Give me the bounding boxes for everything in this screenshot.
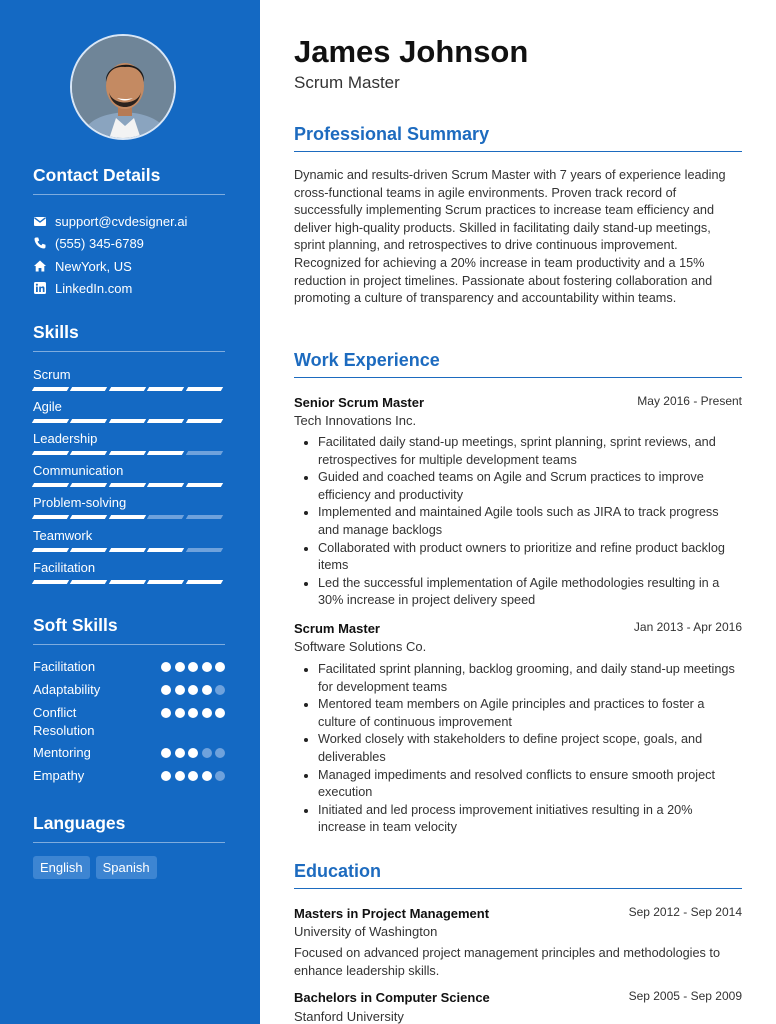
soft-skill-name: Empathy — [33, 768, 85, 783]
skill-level-segment — [185, 451, 223, 455]
soft-skill-name: Mentoring — [33, 745, 91, 760]
summary-text: Dynamic and results-driven Scrum Master with 7 years of experience leading cross-functional teams in agile environments. Proven track record of successfully implementing Scrum practices to increase team efficiency and deliver high-quality products. Skilled in facilitating daily stand-up meetings, sprint planning, and retrospectives to drive continuous improvement. Recognized for achieving a 20% increase in team productivity and a 15% reduction in project timelines. Passionate about fostering collaboration and promoting a culture of transparency and accountability within teams. — [294, 168, 726, 306]
skill-level-segment — [147, 580, 185, 584]
job-dates: Jan 2013 - Apr 2016 — [633, 620, 742, 634]
rating-dot — [161, 748, 171, 758]
skill-level-segment — [70, 483, 108, 487]
skill-level-segment — [147, 419, 185, 423]
skill-item — [33, 366, 225, 391]
profile-photo — [72, 36, 176, 140]
rating-dot — [188, 708, 198, 718]
soft-skill-name: Facilitation — [33, 659, 96, 674]
skill-level-segment — [147, 515, 185, 519]
education-description: Focused on advanced project management principles and methodologies to enhance leadership skills. — [294, 946, 721, 978]
skill-level-segment — [32, 515, 70, 519]
job-bullet: Mentored team members on Agile principles and practices to foster a culture of continuous improvement — [294, 696, 742, 731]
skill-level-bar — [33, 387, 225, 391]
skill-level-segment — [109, 548, 147, 552]
skill-item — [33, 430, 225, 455]
skill-level-segment — [185, 387, 223, 391]
avatar — [70, 34, 176, 140]
rating-dot — [202, 748, 212, 758]
skill-level-segment — [32, 483, 70, 487]
rating-dot — [188, 748, 198, 758]
skill-level-segment — [32, 548, 70, 552]
skill-level-segment — [185, 483, 223, 487]
contact-email-text: support@cvdesigner.ai — [55, 213, 188, 229]
phone-icon — [33, 236, 47, 250]
rating-dot — [175, 685, 185, 695]
job-bullet: Facilitated sprint planning, backlog grooming, and daily stand-up meetings for development teams — [294, 661, 742, 696]
rating-dot — [202, 685, 212, 695]
skill-level-segment — [70, 580, 108, 584]
job-title: Scrum Master — [294, 621, 380, 636]
skill-level-segment — [32, 387, 70, 391]
skill-level-segment — [185, 515, 223, 519]
skill-item — [33, 398, 225, 423]
soft-skill-item — [33, 704, 225, 740]
job-bullet: Implemented and maintained Agile tools such as JIRA to track progress and manage backlogs — [294, 504, 742, 539]
languages-heading: Languages — [33, 813, 225, 843]
soft-skill-item — [33, 767, 225, 785]
contact-heading: Contact Details — [33, 165, 225, 195]
job-bullets — [294, 434, 742, 610]
linkedin-icon — [33, 281, 47, 295]
sidebar — [0, 0, 260, 1024]
degree-dates: Sep 2012 - Sep 2014 — [628, 905, 742, 919]
school-name: University of Washington — [294, 924, 438, 939]
skill-level-segment — [70, 419, 108, 423]
rating-dot — [161, 662, 171, 672]
skill-level-segment — [147, 387, 185, 391]
language-tag: Spanish — [96, 856, 157, 879]
person-title: Scrum Master — [294, 73, 400, 92]
job-bullet: Collaborated with product owners to prioritize and refine product backlog items — [294, 540, 742, 575]
skill-item — [33, 494, 225, 519]
rating-dot — [215, 771, 225, 781]
job-company: Tech Innovations Inc. — [294, 413, 417, 428]
home-icon — [33, 259, 47, 273]
skill-level-bar — [33, 515, 225, 519]
skill-name: Facilitation — [33, 560, 96, 575]
skill-level-segment — [70, 387, 108, 391]
degree-title: Masters in Project Management — [294, 906, 490, 921]
job-bullet: Worked closely with stakeholders to define project scope, goals, and deliverables — [294, 731, 742, 766]
person-name: James Johnson — [294, 34, 529, 69]
skill-item — [33, 559, 225, 584]
skill-name: Problem-solving — [33, 495, 127, 510]
rating-dot — [161, 771, 171, 781]
rating-dot — [175, 748, 185, 758]
rating-dot — [202, 662, 212, 672]
degree-dates: Sep 2005 - Sep 2009 — [628, 989, 742, 1003]
job-dates: May 2016 - Present — [637, 394, 742, 408]
skill-level-segment — [32, 451, 70, 455]
skill-level-bar — [33, 451, 225, 455]
rating-dot — [175, 708, 185, 718]
skill-level-segment — [185, 580, 223, 584]
skill-level-segment — [185, 419, 223, 423]
summary-heading: Professional Summary — [294, 124, 742, 152]
job-bullet: Guided and coached teams on Agile and Scrum practices to improve efficiency and productivity — [294, 469, 742, 504]
skill-level-segment — [109, 387, 147, 391]
skill-level-segment — [147, 483, 185, 487]
soft-skills-heading: Soft Skills — [33, 615, 225, 645]
rating-dot — [215, 708, 225, 718]
skill-item — [33, 462, 225, 487]
soft-skill-rating — [158, 767, 226, 781]
job-company: Software Solutions Co. — [294, 639, 427, 654]
contact-location — [33, 256, 132, 276]
skills-heading: Skills — [33, 322, 225, 352]
experience-heading: Work Experience — [294, 350, 742, 378]
soft-skill-rating — [158, 744, 226, 758]
job-bullets — [294, 661, 742, 837]
skill-name: Agile — [33, 399, 62, 414]
skill-level-segment — [109, 451, 147, 455]
skill-item — [33, 527, 225, 552]
skill-level-segment — [32, 419, 70, 423]
skill-level-bar — [33, 483, 225, 487]
contact-phone[interactable] — [33, 233, 144, 253]
skill-name: Scrum — [33, 367, 71, 382]
soft-skill-rating — [158, 658, 226, 672]
skill-level-segment — [70, 548, 108, 552]
job-bullet: Managed impediments and resolved conflicts to ensure smooth project execution — [294, 767, 742, 802]
rating-dot — [188, 662, 198, 672]
rating-dot — [188, 685, 198, 695]
rating-dot — [175, 662, 185, 672]
job-bullet: Led the successful implementation of Agile methodologies resulting in a 30% increase in project delivery speed — [294, 575, 742, 610]
degree-title: Bachelors in Computer Science — [294, 990, 490, 1005]
rating-dot — [215, 748, 225, 758]
contact-linkedin-text: LinkedIn.com — [55, 280, 133, 296]
skill-level-segment — [147, 548, 185, 552]
skill-name: Leadership — [33, 431, 98, 446]
contact-email[interactable] — [33, 211, 187, 231]
rating-dot — [215, 662, 225, 672]
skill-level-segment — [185, 548, 223, 552]
job-bullet: Facilitated daily stand-up meetings, sprint planning, sprint reviews, and retrospectives for multiple development teams — [294, 434, 742, 469]
contact-linkedin[interactable] — [33, 278, 132, 298]
skill-level-bar — [33, 580, 225, 584]
skill-level-segment — [70, 451, 108, 455]
skill-level-segment — [109, 580, 147, 584]
skill-level-segment — [109, 515, 147, 519]
skill-name: Communication — [33, 463, 124, 478]
soft-skill-rating — [158, 704, 226, 718]
skill-level-segment — [70, 515, 108, 519]
job-bullet: Initiated and led process improvement initiatives resulting in a 20% increase in team velocity — [294, 802, 742, 837]
skill-level-bar — [33, 548, 225, 552]
skill-level-segment — [32, 580, 70, 584]
contact-phone-text: (555) 345-6789 — [55, 235, 144, 251]
skill-level-segment — [147, 451, 185, 455]
rating-dot — [161, 708, 171, 718]
soft-skill-item — [33, 744, 225, 762]
envelope-icon — [33, 214, 47, 228]
rating-dot — [202, 708, 212, 718]
soft-skill-name: Conflict Resolution — [33, 705, 95, 738]
soft-skill-name: Adaptability — [33, 682, 101, 697]
skill-level-bar — [33, 419, 225, 423]
school-name: Stanford University — [294, 1009, 404, 1024]
language-tag: English — [33, 856, 90, 879]
skill-name: Teamwork — [33, 528, 93, 543]
contact-location-text: NewYork, US — [55, 258, 132, 274]
soft-skill-item — [33, 658, 225, 676]
rating-dot — [202, 771, 212, 781]
education-heading: Education — [294, 861, 742, 889]
skill-level-segment — [109, 483, 147, 487]
rating-dot — [175, 771, 185, 781]
rating-dot — [188, 771, 198, 781]
languages-list — [33, 856, 163, 879]
rating-dot — [215, 685, 225, 695]
soft-skill-rating — [158, 681, 226, 695]
job-title: Senior Scrum Master — [294, 395, 425, 410]
skill-level-segment — [109, 419, 147, 423]
rating-dot — [161, 685, 171, 695]
soft-skill-item — [33, 681, 225, 699]
